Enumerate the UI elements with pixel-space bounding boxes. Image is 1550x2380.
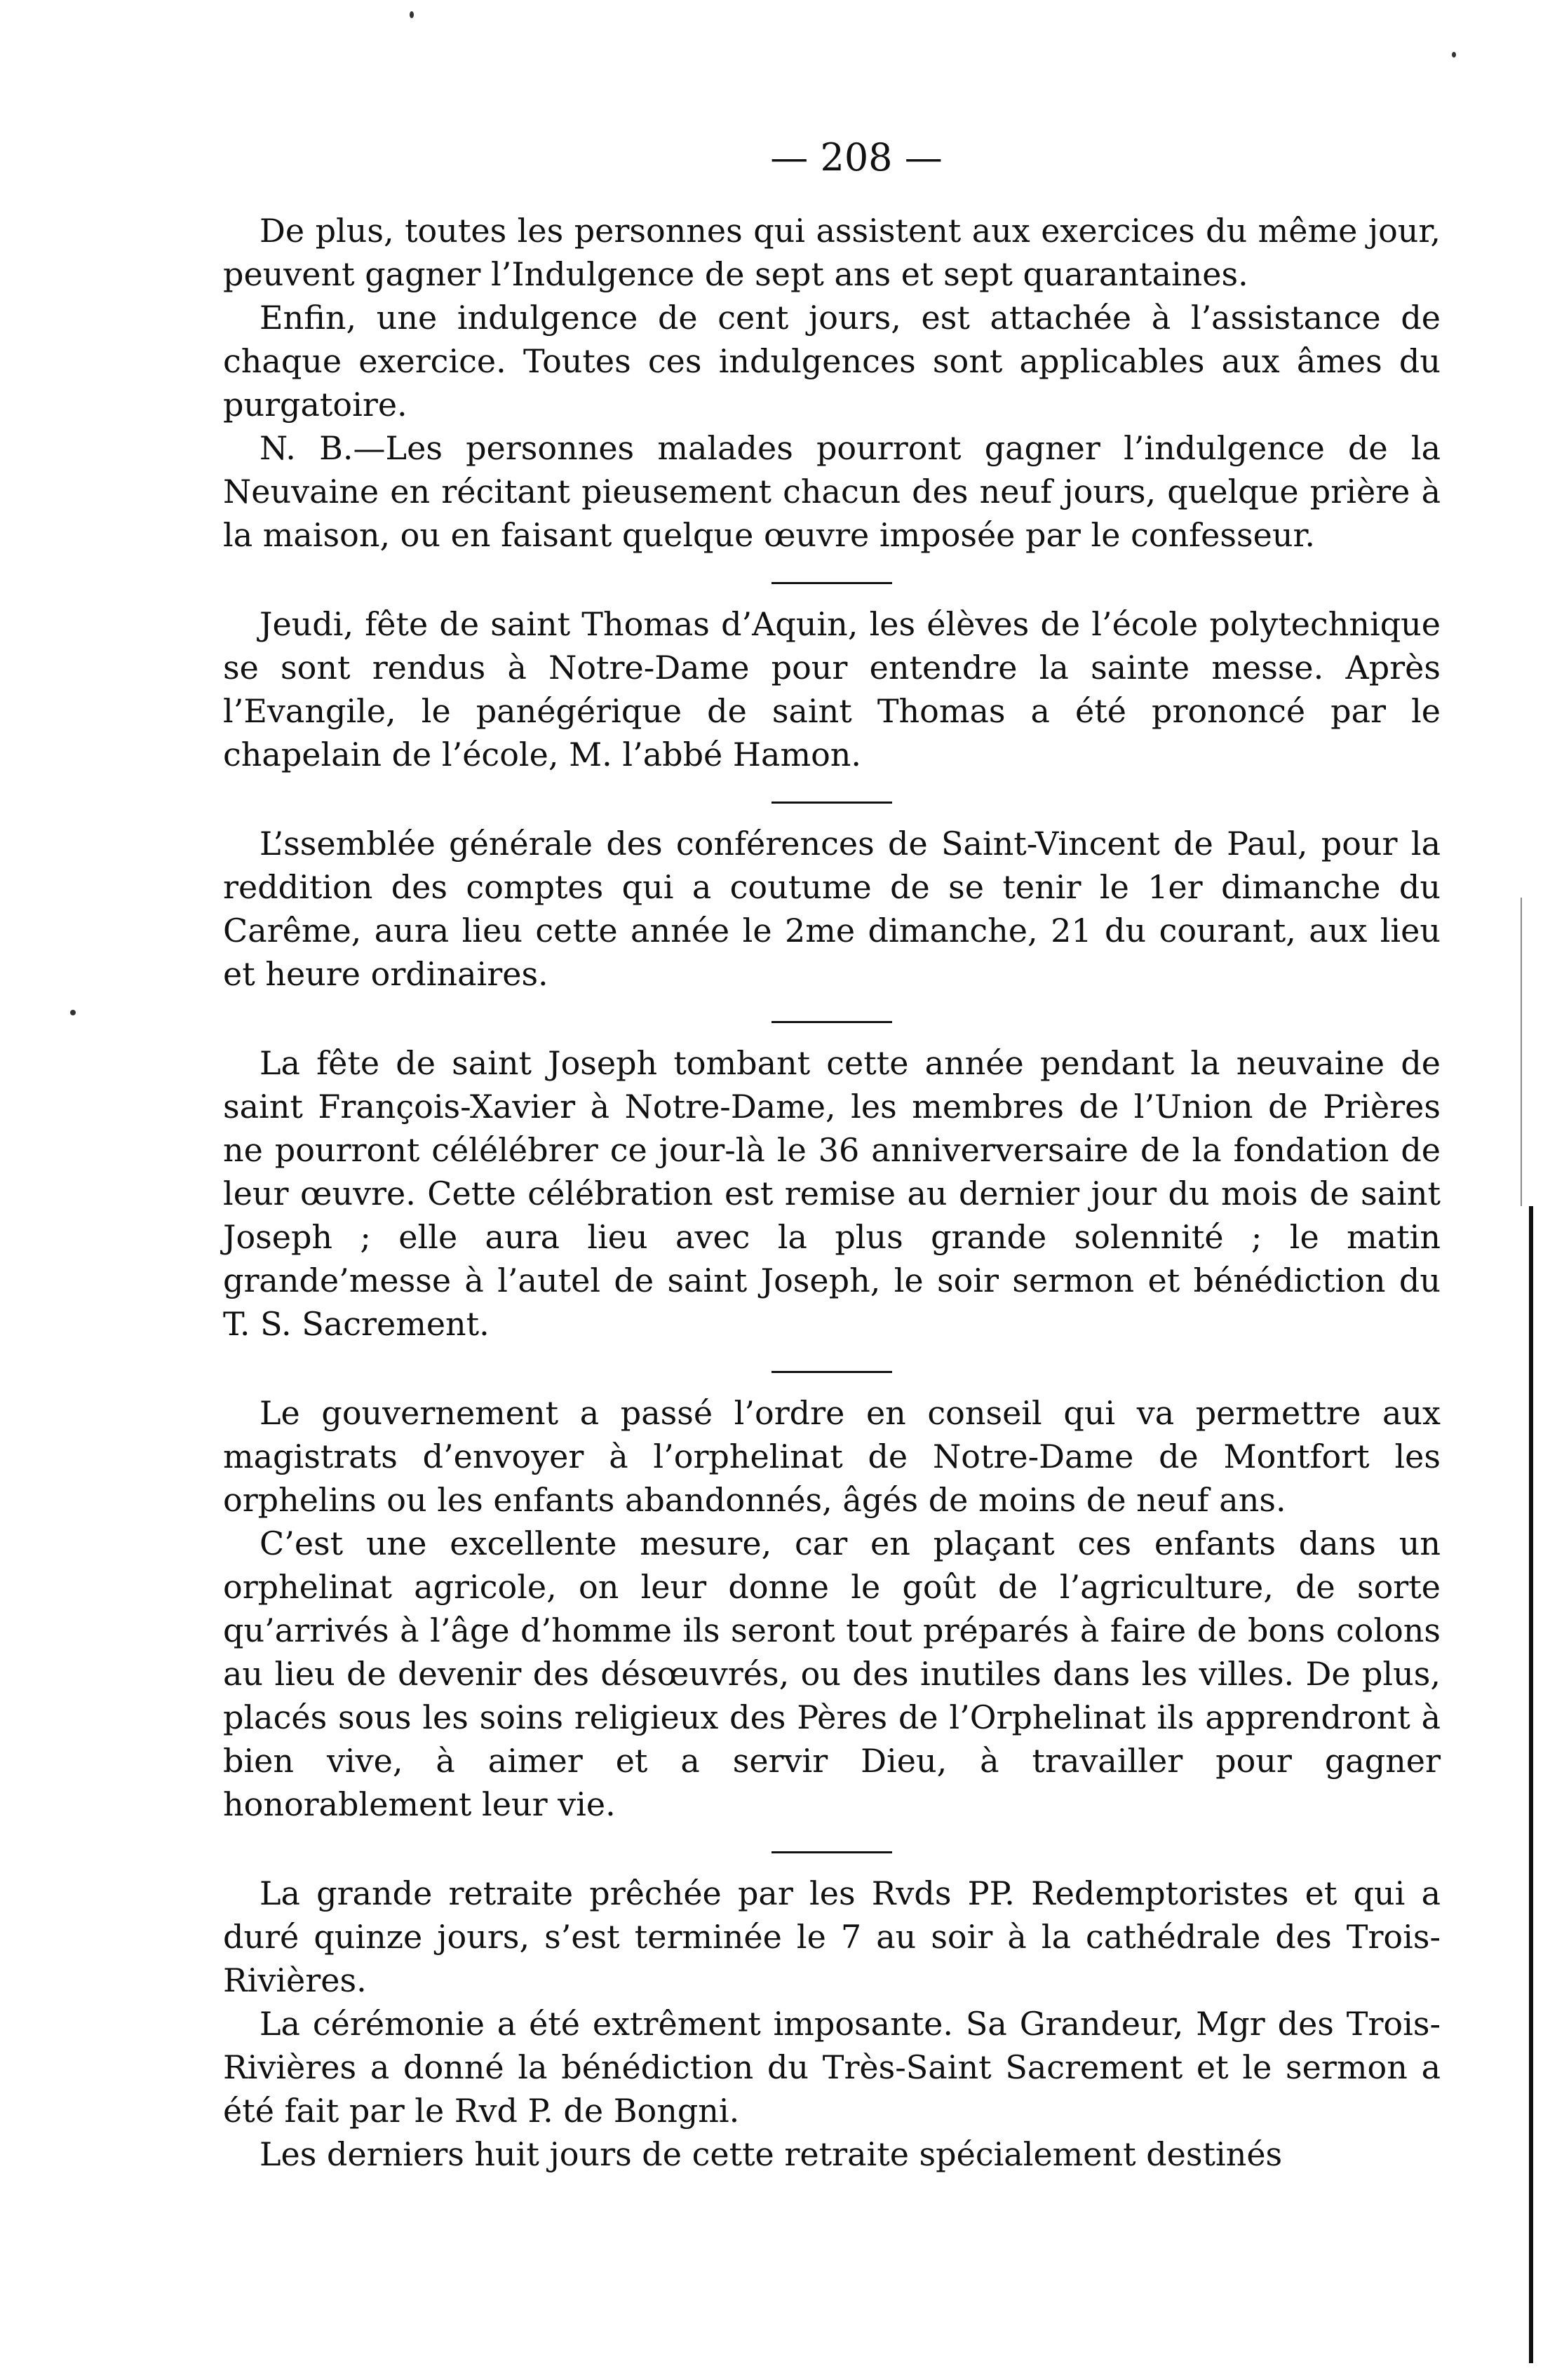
paragraph: N. B.—Les personnes malades pourront gagner l’indulgence de la Neuvaine en récitant pieusement chacun des neuf jours, quelque prière à la maison, ou en faisant quelque œuvre imposée par le confesseur. — [223, 429, 1441, 554]
paragraph: Jeudi, fête de saint Thomas d’Aquin, les élèves de l’école polytechnique se sont rendus à Notre-Dame pour entendre la sainte messe. Après l’Evangile, le panégérique de saint Thomas a été prononcé par le chapelain de l’école, M. l’abbé Hamon. — [223, 605, 1441, 773]
paragraph: La grande retraite prêchée par les Rvds PP. Redemptoristes et qui a duré quinze jours, s’est terminée le 7 au soir à la cathédrale des Trois-Rivières. — [223, 1874, 1441, 1999]
article-saint-thomas — [223, 602, 1441, 776]
separator-rule — [771, 1021, 892, 1023]
article-saint-vincent-de-paul — [223, 822, 1441, 996]
article-orphelinat — [223, 1391, 1441, 1826]
article-indulgences — [223, 209, 1441, 557]
paragraph: La cérémonie a été extrêment imposante. Sa Grandeur, Mgr des Trois-Rivières a donné la bénédiction du Très-Saint Sacrement et le sermon a été fait par le Rvd P. de Bongni. — [223, 2005, 1441, 2130]
page-number: — 208 — — [770, 135, 943, 180]
paragraph: L’ssemblée générale des conférences de Saint-Vincent de Paul, pour la reddition des comptes qui a coutume de se tenir le 1er dimanche du Carême, aura lieu cette année le 2me dimanche, 21 du courant, aux lieu et heure ordinaires. — [223, 825, 1441, 993]
separator-rule — [771, 582, 892, 584]
paragraph: Le gouvernement a passé l’ordre en conseil qui va permettre aux magistrats d’envoyer à l’orphelinat de Notre-Dame de Montfort les orphelins ou les enfants abandonnés, âgés de moins de neuf ans. — [223, 1394, 1441, 1519]
scan-edge-line — [1529, 1206, 1533, 2363]
separator-rule — [771, 1851, 892, 1853]
separator-rule — [771, 802, 892, 804]
paragraph: Les derniers huit jours de cette retraite spécialement destinés — [260, 2135, 1283, 2173]
separator-rule — [771, 1371, 892, 1373]
scan-speck — [1452, 52, 1456, 58]
page — [223, 133, 1441, 2176]
paragraph: Enfin, une indulgence de cent jours, est attachée à l’assistance de chaque exercice. Toutes ces indulgences sont applicables aux âmes du purgatoire. — [223, 299, 1441, 424]
article-retraite — [223, 1872, 1441, 2176]
scan-edge-shadow — [1521, 898, 1522, 1206]
paragraph: De plus, toutes les personnes qui assistent aux exercices du même jour, peuvent gagner l’Indulgence de sept ans et sept quarantaines. — [223, 212, 1441, 293]
paragraph: C’est une excellente mesure, car en plaçant ces enfants dans un orphelinat agricole, on leur donne le goût de l’agriculture, de sorte qu’arrivés à l’âge d’homme ils seront tout préparés à faire de bons colons au lieu de devenir des désœuvrés, ou des inutiles dans les villes. De plus, placés sous les soins religieux des Pères de l’Orphelinat ils apprendront à bien vive, à aimer et a servir Dieu, à travailler pour gagner honorablement leur vie. — [223, 1524, 1441, 1823]
scan-speck — [410, 11, 414, 18]
paragraph: La fête de saint Joseph tombant cette année pendant la neuvaine de saint François-Xavier à Notre-Dame, les membres de l’Union de Prières ne pourront célélébrer ce jour-là le 36 anniverversaire de la fondation de leur œuvre. Cette célébration est remise au dernier jour du mois de saint Joseph ; elle aura lieu avec la plus grande solennité ; le matin grande’messe à l’autel de saint Joseph, le soir sermon et bénédiction du T. S. Sacrement. — [223, 1044, 1441, 1343]
scan-speck — [70, 1010, 76, 1015]
article-saint-joseph — [223, 1041, 1441, 1346]
